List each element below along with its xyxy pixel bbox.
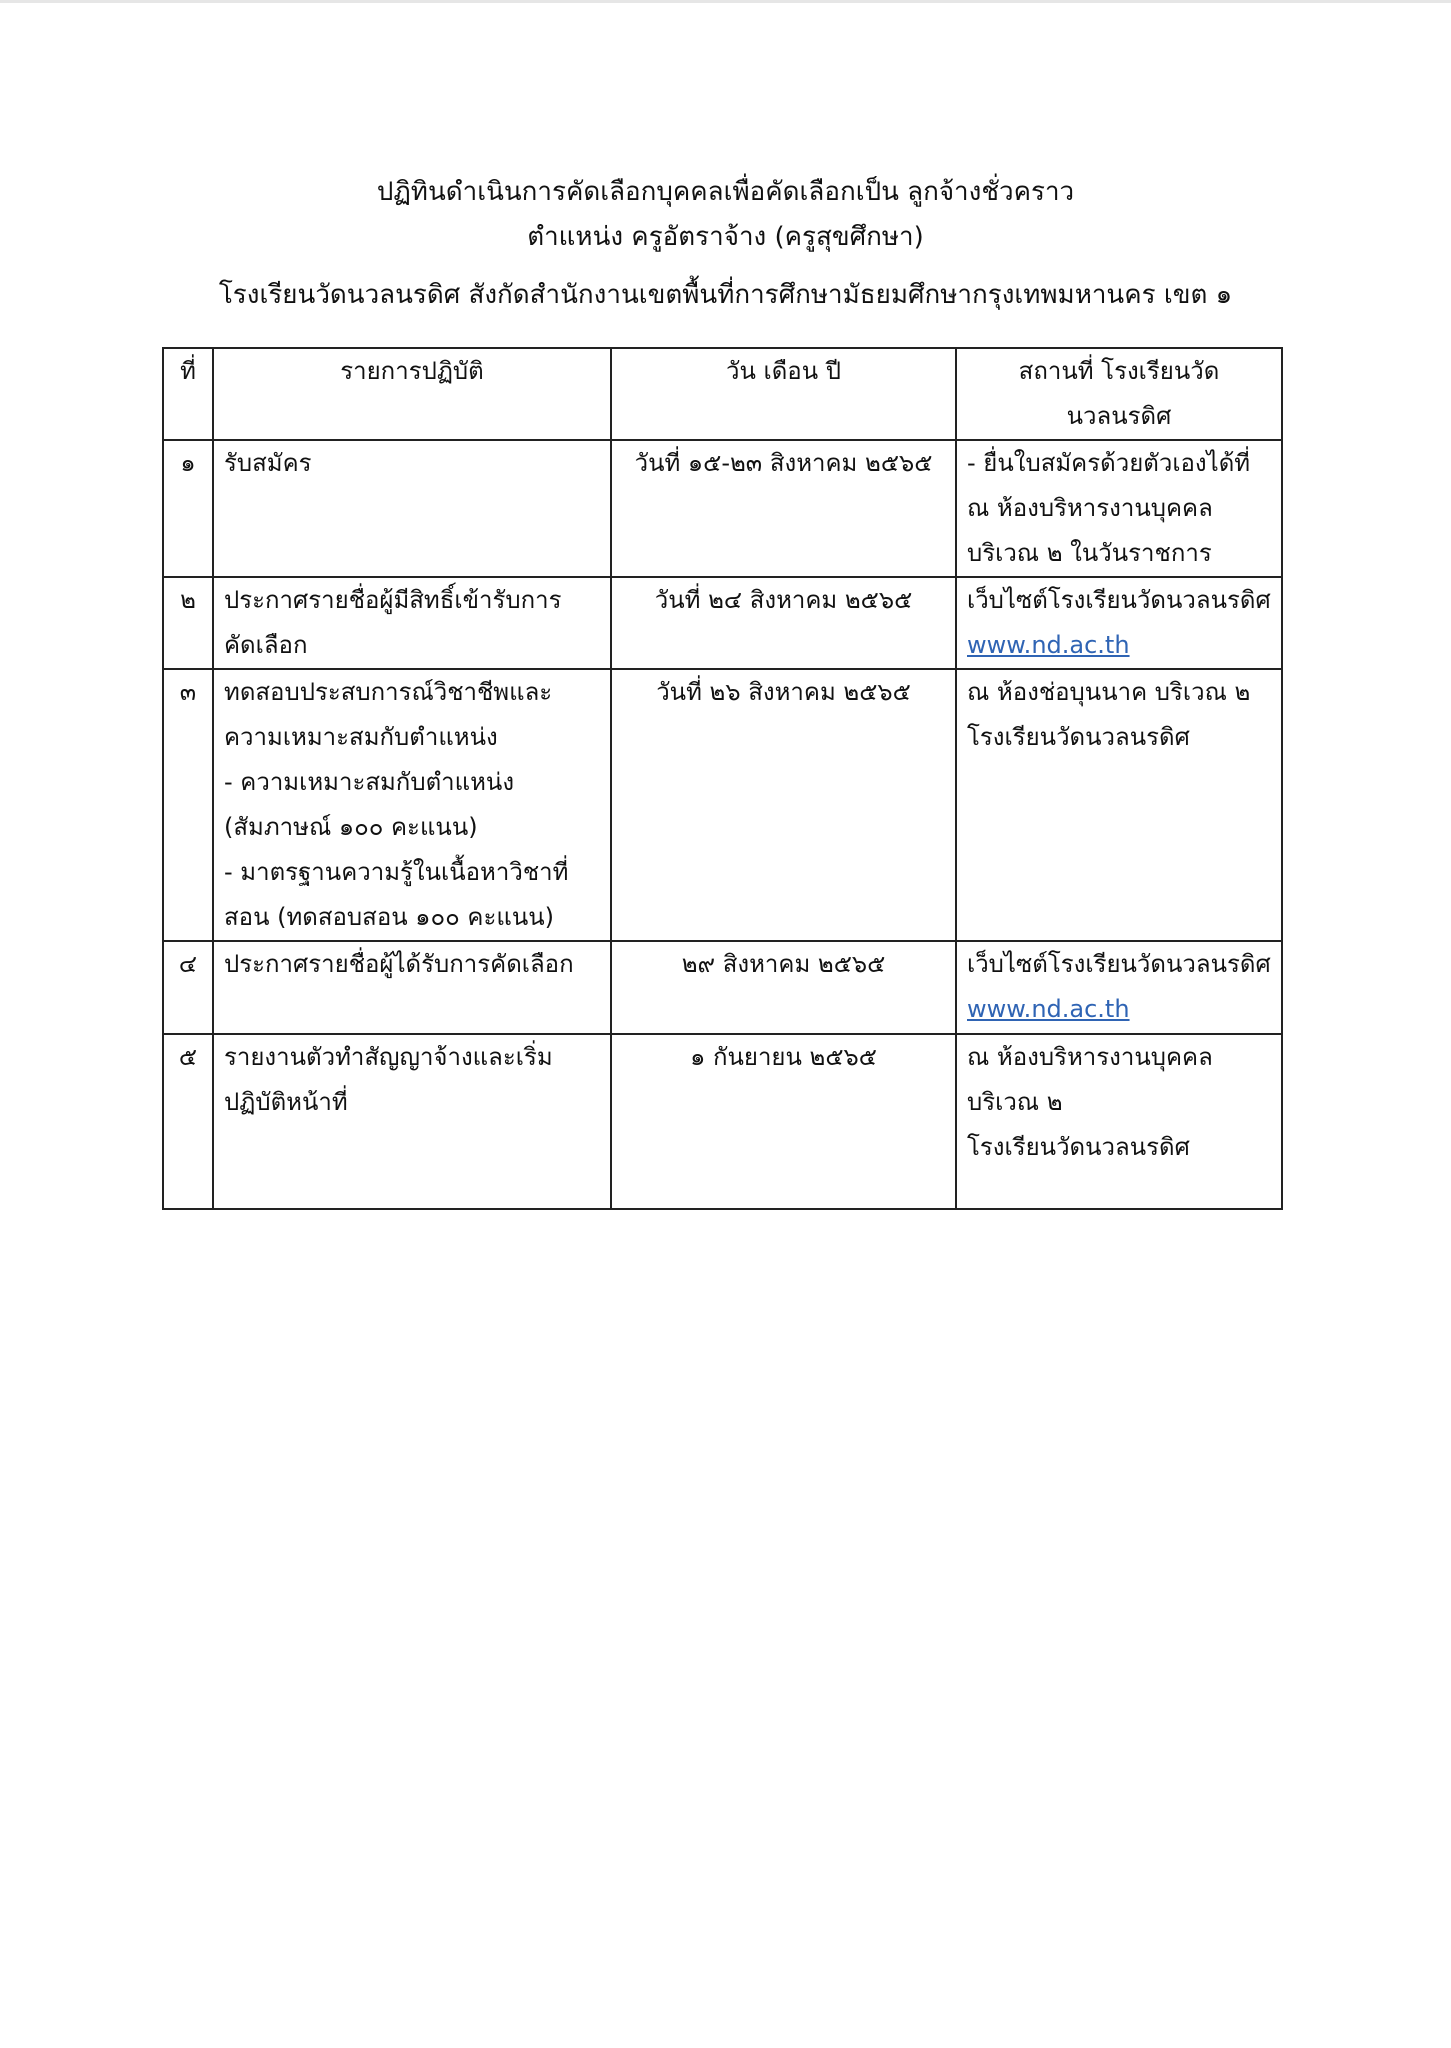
row-date: วันที่ ๒๖ สิงหาคม ๒๕๖๕ xyxy=(611,669,956,941)
schedule-table xyxy=(162,347,1283,1210)
item-line: สอน (ทดสอบสอน ๑๐๐ คะแนน) xyxy=(224,903,555,931)
item-line: ปฏิบัติหน้าที่ xyxy=(224,1088,348,1116)
item-line: (สัมภาษณ์ ๑๐๐ คะแนน) xyxy=(224,813,478,841)
row-item xyxy=(213,440,611,577)
table-row xyxy=(163,1034,1282,1209)
row-item xyxy=(213,669,611,941)
place-line: บริเวณ ๒ ในวันราชการ xyxy=(967,539,1212,567)
place-line: โรงเรียนวัดนวลนรดิศ xyxy=(967,723,1190,751)
row-number: ๑ xyxy=(163,440,213,577)
header-place xyxy=(956,348,1282,440)
scan-top-edge xyxy=(0,0,1451,3)
row-date: วันที่ ๒๔ สิงหาคม ๒๕๖๕ xyxy=(611,577,956,669)
item-line: ความเหมาะสมกับตำแหน่ง xyxy=(224,723,498,751)
row-item xyxy=(213,941,611,1034)
place-line: บริเวณ ๒ xyxy=(967,1088,1063,1116)
item-line: รับสมัคร xyxy=(224,449,312,477)
row-number: ๒ xyxy=(163,577,213,669)
row-place xyxy=(956,440,1282,577)
table-row xyxy=(163,440,1282,577)
table-header-row xyxy=(163,348,1282,440)
table-row xyxy=(163,577,1282,669)
row-place xyxy=(956,1034,1282,1209)
place-line: โรงเรียนวัดนวลนรดิศ xyxy=(967,1133,1190,1161)
item-line: ประกาศรายชื่อผู้ได้รับการคัดเลือก xyxy=(224,950,574,978)
table-row xyxy=(163,941,1282,1034)
position-subtitle: ตำแหน่ง ครูอัตราจ้าง (ครูสุขศึกษา) xyxy=(527,222,924,252)
header-place-line: นวลนรดิศ xyxy=(1066,402,1172,430)
row-number: ๔ xyxy=(163,941,213,1034)
place-line: ณ ห้องบริหารงานบุคคล xyxy=(967,494,1213,522)
website-link[interactable]: www.nd.ac.th xyxy=(967,631,1130,659)
item-line: ประกาศรายชื่อผู้มีสิทธิ์เข้ารับการ xyxy=(224,586,562,614)
table-row xyxy=(163,669,1282,941)
row-place xyxy=(956,577,1282,669)
row-item xyxy=(213,577,611,669)
row-date: วันที่ ๑๕-๒๓ สิงหาคม ๒๕๖๕ xyxy=(611,440,956,577)
row-item xyxy=(213,1034,611,1209)
item-line: รายงานตัวทำสัญญาจ้างและเริ่ม xyxy=(224,1043,553,1071)
document-title: ปฏิทินดำเนินการคัดเลือกบุคคลเพื่อคัดเลือกเป็น ลูกจ้างชั่วคราว xyxy=(376,177,1075,207)
place-line: - ยื่นใบสมัครด้วยตัวเองได้ที่ xyxy=(967,449,1251,477)
row-number: ๕ xyxy=(163,1034,213,1209)
header-date: วัน เดือน ปี xyxy=(611,348,956,440)
place-line: เว็บไซต์โรงเรียนวัดนวลนรดิศ xyxy=(967,950,1271,978)
place-line: ณ ห้องช่อบุนนาค บริเวณ ๒ xyxy=(967,678,1251,706)
website-link[interactable]: www.nd.ac.th xyxy=(967,995,1130,1023)
row-date: ๒๙ สิงหาคม ๒๕๖๕ xyxy=(611,941,956,1034)
place-line: ณ ห้องบริหารงานบุคคล xyxy=(967,1043,1213,1071)
row-place xyxy=(956,669,1282,941)
header-no: ที่ xyxy=(163,348,213,440)
school-subtitle: โรงเรียนวัดนวลนรดิศ สังกัดสำนักงานเขตพื้นที่การศึกษามัธยมศึกษากรุงเทพมหานคร เขต ๑ xyxy=(218,280,1233,310)
row-date: ๑ กันยายน ๒๕๖๕ xyxy=(611,1034,956,1209)
item-line: - ความเหมาะสมกับตำแหน่ง xyxy=(224,768,515,796)
item-line: ทดสอบประสบการณ์วิชาชีพและ xyxy=(224,678,553,706)
place-line: เว็บไซต์โรงเรียนวัดนวลนรดิศ xyxy=(967,586,1271,614)
row-number: ๓ xyxy=(163,669,213,941)
header-place-line: สถานที่ โรงเรียนวัด xyxy=(1018,357,1220,385)
item-line: คัดเลือก xyxy=(224,631,308,659)
header-item: รายการปฏิบัติ xyxy=(213,348,611,440)
row-place xyxy=(956,941,1282,1034)
item-line: - มาตรฐานความรู้ในเนื้อหาวิชาที่ xyxy=(224,858,569,886)
